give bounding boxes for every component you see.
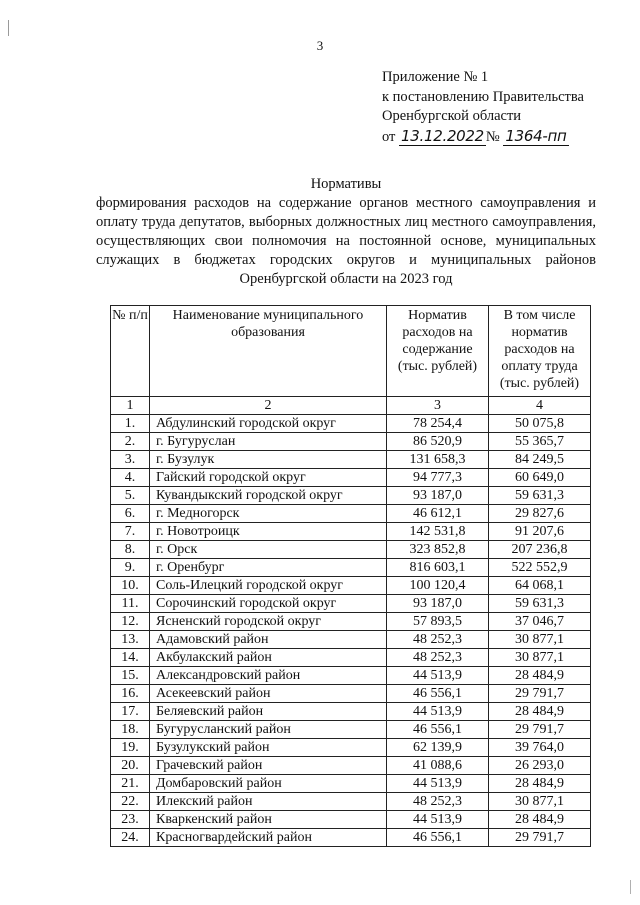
municipality-name: Бугурусланский район (150, 721, 387, 739)
labor-norm-value: 30 877,1 (489, 793, 591, 811)
scan-edge-mark (630, 880, 631, 894)
title-body: формирования расходов на содержание органов местного самоуправления и оплату труда депутатов, выборных должностных лиц местного самоуправления, осуществляющих свои полномочия на постоянной основе, муниципальных служащих в бюджетах городских округов и муниципальных районов Оренбургской области на 2023 год (96, 195, 596, 287)
municipality-name: г. Бузулук (150, 451, 387, 469)
municipality-name: Кваркенский район (150, 811, 387, 829)
total-norm-value: 44 513,9 (387, 811, 489, 829)
appendix-line-1: Приложение № 1 (382, 69, 489, 85)
table-row (111, 775, 591, 793)
labor-norm-value: 84 249,5 (489, 451, 591, 469)
labor-norm-value: 28 484,9 (489, 811, 591, 829)
row-number: 24. (111, 829, 150, 847)
total-norm-value: 816 603,1 (387, 559, 489, 577)
appendix-line-3: Оренбургской области (382, 108, 522, 124)
labor-norm-value: 59 631,3 (489, 595, 591, 613)
labor-norm-value: 55 365,7 (489, 433, 591, 451)
labor-norm-value: 29 791,7 (489, 721, 591, 739)
labor-norm-value: 28 484,9 (489, 667, 591, 685)
header-labor-norm: В том числе норматив расходов на оплату труда (тыс. рублей) (489, 306, 591, 397)
appendix-line-2: к постановлению Правительства (382, 88, 584, 105)
table-row (111, 793, 591, 811)
row-number: 8. (111, 541, 150, 559)
table-row (111, 577, 591, 595)
total-norm-value: 142 531,8 (387, 523, 489, 541)
labor-norm-value: 207 236,8 (489, 541, 591, 559)
row-number: 15. (111, 667, 150, 685)
labor-norm-value: 522 552,9 (489, 559, 591, 577)
column-index: 4 (489, 397, 591, 415)
header-municipality: Наименование муниципального образования (150, 306, 387, 397)
table-row (111, 505, 591, 523)
labor-norm-value: 37 046,7 (489, 613, 591, 631)
table-row (111, 595, 591, 613)
labor-norm-value: 91 207,6 (489, 523, 591, 541)
labor-norm-value: 59 631,3 (489, 487, 591, 505)
table-row (111, 415, 591, 433)
table-row (111, 631, 591, 649)
labor-norm-value: 60 649,0 (489, 469, 591, 487)
municipality-name: Соль-Илецкий городской округ (150, 577, 387, 595)
header-number: № п/п (111, 306, 150, 397)
total-norm-value: 62 139,9 (387, 739, 489, 757)
table-row (111, 523, 591, 541)
table-row (111, 451, 591, 469)
row-number: 19. (111, 739, 150, 757)
column-index: 2 (150, 397, 387, 415)
municipality-name: г. Новотроицк (150, 523, 387, 541)
table-row (111, 487, 591, 505)
labor-norm-value: 29 791,7 (489, 685, 591, 703)
row-number: 16. (111, 685, 150, 703)
total-norm-value: 100 120,4 (387, 577, 489, 595)
appendix-date-line (382, 127, 584, 148)
from-prefix: от (382, 128, 396, 145)
row-number: 17. (111, 703, 150, 721)
title-heading: Нормативы (310, 176, 382, 192)
total-norm-value: 93 187,0 (387, 487, 489, 505)
total-norm-value: 323 852,8 (387, 541, 489, 559)
row-number: 21. (111, 775, 150, 793)
total-norm-value: 57 893,5 (387, 613, 489, 631)
labor-norm-value: 28 484,9 (489, 703, 591, 721)
total-norm-value: 46 612,1 (387, 505, 489, 523)
table-row (111, 469, 591, 487)
handwritten-date: 13.12.2022 (401, 126, 484, 145)
municipality-name: г. Бугуруслан (150, 433, 387, 451)
table-header-row (111, 306, 591, 397)
total-norm-value: 46 556,1 (387, 829, 489, 847)
municipality-name: Кувандыкский городской округ (150, 487, 387, 505)
municipality-name: Илекский район (150, 793, 387, 811)
row-number: 1. (111, 415, 150, 433)
labor-norm-value: 30 877,1 (489, 631, 591, 649)
municipality-name: Беляевский район (150, 703, 387, 721)
table-row (111, 757, 591, 775)
row-number: 23. (111, 811, 150, 829)
row-number: 9. (111, 559, 150, 577)
municipality-name: Домбаровский район (150, 775, 387, 793)
row-number: 6. (111, 505, 150, 523)
total-norm-value: 48 252,3 (387, 631, 489, 649)
municipality-name: Адамовский район (150, 631, 387, 649)
row-number: 4. (111, 469, 150, 487)
table-row (111, 433, 591, 451)
total-norm-value: 41 088,6 (387, 757, 489, 775)
number-sign: № (485, 128, 500, 145)
total-norm-value: 48 252,3 (387, 649, 489, 667)
column-index-row (111, 397, 591, 415)
municipality-name: Абдулинский городской округ (150, 415, 387, 433)
municipality-name: г. Оренбург (150, 559, 387, 577)
row-number: 11. (111, 595, 150, 613)
municipality-name: Александровский район (150, 667, 387, 685)
municipality-name: г. Орск (150, 541, 387, 559)
municipality-name: Гайский городской округ (150, 469, 387, 487)
total-norm-value: 94 777,3 (387, 469, 489, 487)
table-row (111, 739, 591, 757)
table-row (111, 541, 591, 559)
row-number: 2. (111, 433, 150, 451)
row-number: 10. (111, 577, 150, 595)
row-number: 3. (111, 451, 150, 469)
table-row (111, 721, 591, 739)
appendix-header (382, 68, 584, 147)
scan-edge-mark (8, 20, 9, 36)
table-row (111, 811, 591, 829)
row-number: 14. (111, 649, 150, 667)
row-number: 12. (111, 613, 150, 631)
total-norm-value: 46 556,1 (387, 721, 489, 739)
table-row (111, 613, 591, 631)
labor-norm-value: 39 764,0 (489, 739, 591, 757)
municipality-name: Акбулакский район (150, 649, 387, 667)
labor-norm-value: 50 075,8 (489, 415, 591, 433)
total-norm-value: 44 513,9 (387, 667, 489, 685)
labor-norm-value: 29 791,7 (489, 829, 591, 847)
municipality-name: Сорочинский городской округ (150, 595, 387, 613)
municipality-name: Грачевский район (150, 757, 387, 775)
total-norm-value: 86 520,9 (387, 433, 489, 451)
total-norm-value: 48 252,3 (387, 793, 489, 811)
labor-norm-value: 26 293,0 (489, 757, 591, 775)
table-row (111, 829, 591, 847)
row-number: 20. (111, 757, 150, 775)
column-index: 3 (387, 397, 489, 415)
labor-norm-value: 28 484,9 (489, 775, 591, 793)
municipality-name: Бузулукский район (150, 739, 387, 757)
row-number: 7. (111, 523, 150, 541)
column-index: 1 (111, 397, 150, 415)
handwritten-number: 1364-пп (505, 126, 567, 145)
labor-norm-value: 64 068,1 (489, 577, 591, 595)
normatives-table (110, 305, 591, 847)
municipality-name: Красногвардейский район (150, 829, 387, 847)
total-norm-value: 44 513,9 (387, 703, 489, 721)
table-row (111, 649, 591, 667)
row-number: 5. (111, 487, 150, 505)
labor-norm-value: 30 877,1 (489, 649, 591, 667)
header-total-norm: Норматив расходов на содержание (тыс. рублей) (387, 306, 489, 397)
total-norm-value: 44 513,9 (387, 775, 489, 793)
page-number: 3 (316, 38, 324, 53)
table-row (111, 703, 591, 721)
total-norm-value: 46 556,1 (387, 685, 489, 703)
municipality-name: Ясненский городской округ (150, 613, 387, 631)
municipality-name: Асекеевский район (150, 685, 387, 703)
row-number: 18. (111, 721, 150, 739)
row-number: 22. (111, 793, 150, 811)
document-title (96, 175, 596, 289)
total-norm-value: 78 254,4 (387, 415, 489, 433)
row-number: 13. (111, 631, 150, 649)
table-row (111, 685, 591, 703)
municipality-name: г. Медногорск (150, 505, 387, 523)
total-norm-value: 93 187,0 (387, 595, 489, 613)
labor-norm-value: 29 827,6 (489, 505, 591, 523)
total-norm-value: 131 658,3 (387, 451, 489, 469)
table-row (111, 559, 591, 577)
table-row (111, 667, 591, 685)
